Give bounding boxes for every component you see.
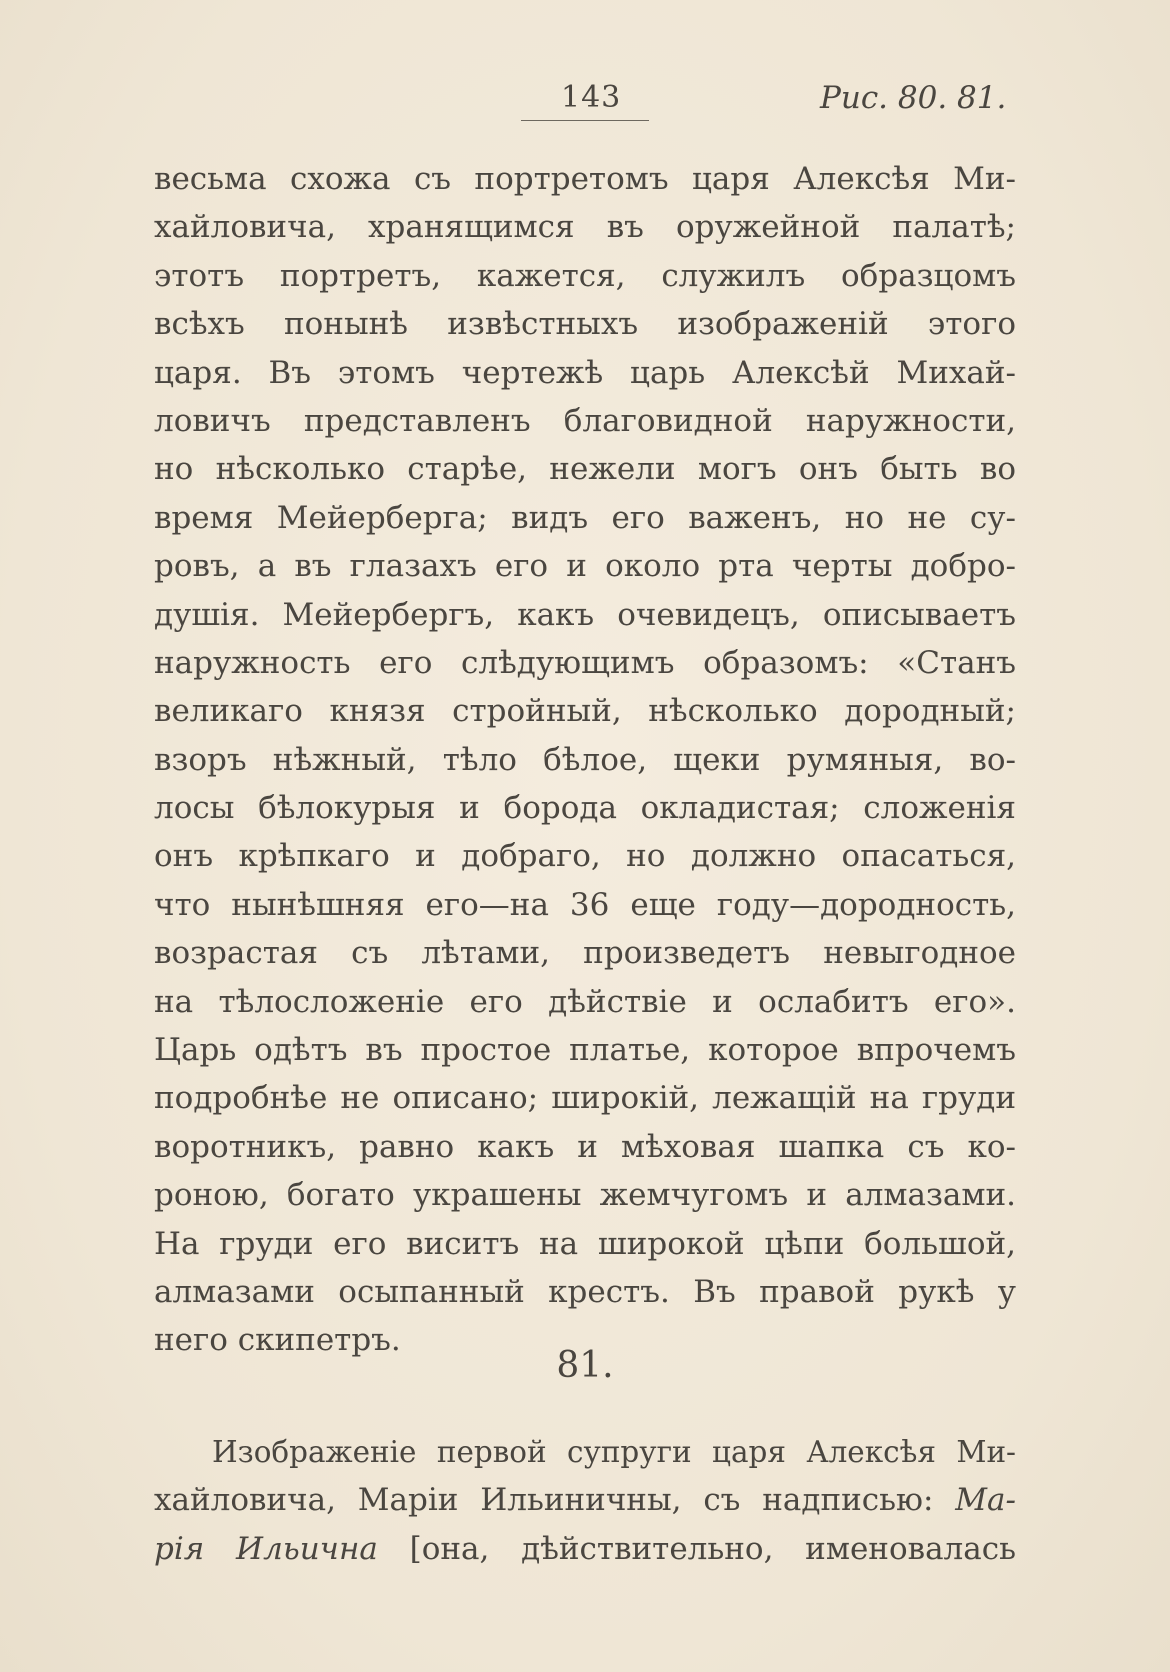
- text-line: лосы бѣлокурыя и борода окладистая; сложенія: [154, 790, 1016, 827]
- text-line: на тѣлосложеніе его дѣйствіе и ослабитъ его».: [154, 983, 1016, 1020]
- text-line: На груди его виситъ на широкой цѣпи большой,: [154, 1225, 1016, 1262]
- text-line: наружность его слѣдующимъ образомъ: «Станъ: [154, 644, 1016, 681]
- text-line: взоръ нѣжный, тѣло бѣлое, щеки румяныя, во-: [154, 741, 1016, 778]
- running-head: Рис. 80. 81.: [820, 80, 1007, 116]
- text-segment: хайловича, Маріи Ильиничны, съ надписью:: [154, 1482, 956, 1519]
- italic-inscription: Ма-: [955, 1482, 1016, 1519]
- text-line: но нѣсколько старѣе, нежели могъ онъ быть во: [154, 451, 1016, 488]
- text-line: онъ крѣпкаго и добраго, но должно опасаться,: [154, 838, 1016, 875]
- text-line: душія. Мейербергъ, какъ очевидецъ, описываетъ: [154, 596, 1016, 633]
- section-number: 81.: [556, 1345, 614, 1386]
- text-line: что нынѣшняя его—на 36 еще году—дородность,: [154, 886, 1016, 923]
- text-line: Царь одѣтъ въ простое платье, которое впрочемъ: [154, 1032, 1016, 1069]
- text-line: хайловича, хранящимся въ оружейной палатѣ;: [154, 209, 1016, 246]
- text-line: ровъ, а въ глазахъ его и около рта черты добро-: [154, 548, 1016, 585]
- header-rule: [521, 120, 649, 121]
- text-segment: [она, дѣйствительно, именовалась: [377, 1530, 1016, 1567]
- paragraph-first-wife: [154, 1428, 1016, 1573]
- text-line: алмазами осыпанный крестъ. Въ правой рукѣ у: [154, 1273, 1016, 1310]
- italic-inscription: рія Ильична: [154, 1530, 378, 1567]
- text-line: весьма схожа съ портретомъ царя Алексѣя Ми-: [154, 161, 1016, 197]
- text-line: него скипетръ.: [154, 1322, 401, 1359]
- text-line: Изображеніе первой супруги царя Алексѣя Ми-: [212, 1435, 1016, 1469]
- text-line: возрастая съ лѣтами, произведетъ невыгодное: [154, 935, 1016, 972]
- text-line: великаго князя стройный, нѣсколько дородный;: [154, 693, 1016, 730]
- text-line: [154, 1476, 1016, 1524]
- text-line: ловичъ представленъ благовидной наружности,: [154, 402, 1016, 439]
- paragraph-portrait-description: [154, 155, 1016, 1365]
- text-line: всѣхъ понынѣ извѣстныхъ изображеній этого: [154, 306, 1016, 343]
- text-line: [154, 1525, 1016, 1573]
- text-line: время Мейерберга; видъ его важенъ, но не су-: [154, 499, 1016, 536]
- text-line: роною, богато украшены жемчугомъ и алмазами.: [154, 1177, 1016, 1214]
- text-line: воротникъ, равно какъ и мѣховая шапка съ ко-: [154, 1128, 1016, 1165]
- text-line: подробнѣе не описано; широкій, лежащій на груди: [154, 1080, 1016, 1117]
- page-header: [0, 74, 1170, 134]
- page-number: 143: [561, 80, 622, 115]
- text-line: царя. Въ этомъ чертежѣ царь Алексѣй Михай-: [154, 354, 1016, 391]
- text-line: этотъ портретъ, кажется, служилъ образцомъ: [154, 257, 1016, 294]
